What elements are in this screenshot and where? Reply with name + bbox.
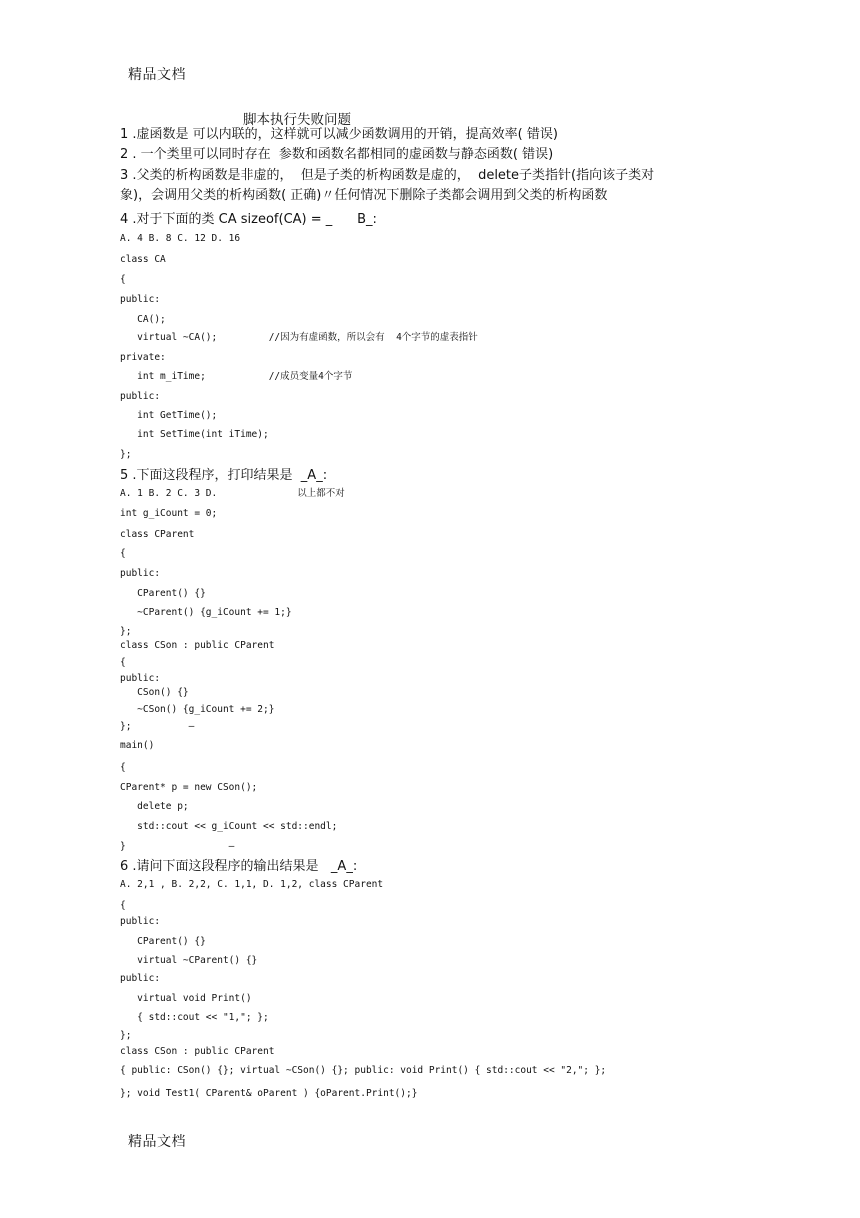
text-line: 5 .下面这段程序，打印结果是 _A_:: [120, 468, 328, 483]
code-line: { public: CSon() {}; virtual ~CSon() {}; public: void Print() { std::cout << "2,"; };: [120, 1065, 607, 1076]
code-line: CParent() {}: [120, 936, 206, 947]
code-line: public:: [120, 294, 161, 305]
code-line: private:: [120, 352, 166, 363]
code-line: {: [120, 657, 126, 668]
code-line: public:: [120, 673, 161, 684]
code-line: CParent() {}: [120, 588, 206, 599]
code-line: ~CSon() {g_iCount += 2;}: [120, 704, 275, 715]
code-line: };: [120, 626, 132, 637]
code-line: virtual ~CA(); //因为有虚函数，所以会有 4个字节的虚表指针: [120, 332, 478, 343]
text-line: 4 .对于下面的类 CA sizeof(CA) = _ B_:: [120, 212, 377, 227]
code-line: int g_iCount = 0;: [120, 508, 218, 519]
code-line: std::cout << g_iCount << std::endl;: [120, 821, 338, 832]
code-line: public:: [120, 568, 161, 579]
code-line: class CSon : public CParent: [120, 640, 275, 651]
code-line: {: [120, 548, 126, 559]
page-footer: 精品文档: [128, 1134, 186, 1150]
code-line: CParent* p = new CSon();: [120, 782, 258, 793]
code-line: ~CParent() {g_iCount += 1;}: [120, 607, 292, 618]
code-line: };: [120, 449, 132, 460]
code-line: } —: [120, 841, 235, 852]
code-line: class CParent: [120, 529, 195, 540]
page-header: 精品文档: [128, 67, 186, 83]
code-line: };: [120, 1030, 132, 1041]
code-line: int GetTime();: [120, 410, 218, 421]
code-line: A. 1 B. 2 C. 3 D. 以上都不对: [120, 488, 345, 499]
code-line: A. 2,1 , B. 2,2, C. 1,1, D. 1,2, class CParent: [120, 879, 384, 890]
code-line: {: [120, 274, 126, 285]
code-line: delete p;: [120, 801, 189, 812]
code-line: public:: [120, 916, 161, 927]
code-line: CSon() {}: [120, 687, 189, 698]
code-line: int SetTime(int iTime);: [120, 429, 269, 440]
code-line: int m_iTime; //成员变量4个字节: [120, 371, 353, 382]
code-line: A. 4 B. 8 C. 12 D. 16: [120, 233, 241, 244]
code-line: { std::cout << "1,"; };: [120, 1012, 269, 1023]
text-line: 1 .虚函数是 可以内联的，这样就可以减少函数调用的开销，提高效率( 错误): [120, 127, 558, 142]
code-line: }; void Test1( CParent& oParent ) {oParent.Print();}: [120, 1088, 418, 1099]
text-line: 2 . 一个类里可以同时存在 参数和函数名都相同的虚函数与静态函数( 错误): [120, 147, 554, 162]
text-line: 象)，会调用父类的析构函数( 正确)〃任何情况下删除子类都会调用到父类的析构函数: [120, 188, 608, 203]
text-line: 6 .请问下面这段程序的输出结果是 _A_:: [120, 859, 358, 874]
code-line: {: [120, 762, 126, 773]
code-line: public:: [120, 391, 161, 402]
code-line: class CA: [120, 254, 166, 265]
code-line: virtual void Print(): [120, 993, 252, 1004]
code-line: {: [120, 900, 126, 911]
code-line: CA();: [120, 314, 166, 325]
code-line: main(): [120, 740, 155, 751]
code-line: public:: [120, 973, 161, 984]
text-line: 3 .父类的析构函数是非虚的， 但是子类的析构函数是虚的， delete子类指针(指向该子类对: [120, 168, 655, 183]
code-line: virtual ~CParent() {}: [120, 955, 258, 966]
code-line: }; —: [120, 721, 195, 732]
document-title: 脚本执行失败问题: [243, 112, 351, 128]
code-line: class CSon : public CParent: [120, 1046, 275, 1057]
